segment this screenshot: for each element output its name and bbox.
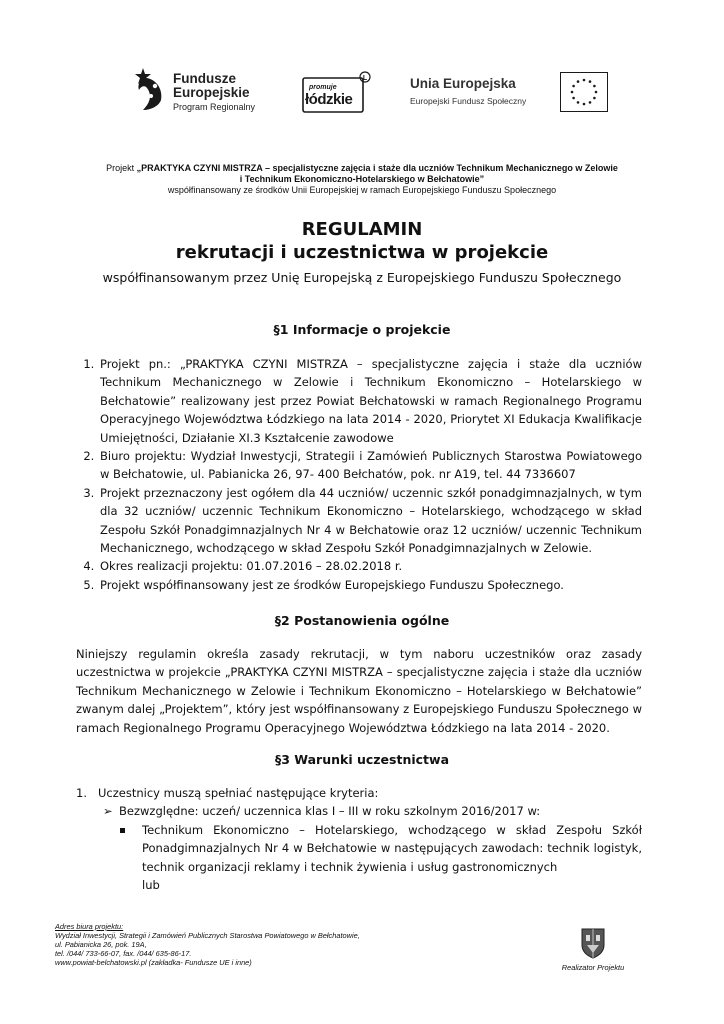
footer-line1: Wydział Inwestycji, Strategii i Zamówień Publicznych Starostwa Powiatowego w Bełchatowie, xyxy=(55,930,360,940)
svg-text:L: L xyxy=(362,75,368,82)
fe-line3: Program Regionalny xyxy=(173,102,256,112)
section3-body xyxy=(76,784,642,894)
arrow-bullet-icon: ➢ xyxy=(103,804,113,819)
project-title-line1: „PRAKTYKA CZYNI MISTRZA – specjalistyczne zajęcia i staże dla uczniów Technikum Mechanicznego w Zelowie xyxy=(136,163,618,173)
document-title: REGULAMIN xyxy=(301,219,423,240)
criteria-sub-item xyxy=(76,802,642,820)
footer-label: Adres biura projektu: xyxy=(55,922,124,931)
project-header xyxy=(40,163,684,196)
footer-address xyxy=(55,923,475,968)
footer-link[interactable]: www.powiat-belchatowski.pl (zakładka- Fundusze UE i inne) xyxy=(55,957,252,967)
section2-body xyxy=(76,645,642,737)
criteria-text: Uczestnicy muszą spełniać następujące kryteria: xyxy=(98,786,379,800)
criteria-number: 1. xyxy=(76,786,87,800)
coat-of-arms-icon xyxy=(580,927,606,959)
section2-paragraph: Niniejszy regulamin określa zasady rekrutacji, w tym naboru uczestników oraz zasady uczestnictwa w projekcie „PRAKTYKA CZYNI MISTRZA – specjalistyczne zajęcia i staże dla uczniów Technikum Mechanicznego w Zelowie i Technikum Ekonomiczno – Hotelarskiego w Bełchatowie” zwanym dalej „Projektem”, który jest współfinansowany z Europejskiego Funduszu Społecznego w ramach Regionalnego Programu Operacyjnego Województwa Łódzkiego na lata 2014 - 2020. xyxy=(76,647,642,735)
fundusze-europejskie-logo xyxy=(133,66,273,118)
square-bullet-icon xyxy=(120,828,125,833)
section2-heading: §2 Postanowienia ogólne xyxy=(274,613,450,628)
list-item: 4. Okres realizacji projektu: 01.07.2016 – 28.02.2018 r. xyxy=(98,557,642,575)
section1-heading: §1 Informacje o projekcie xyxy=(273,322,451,337)
footer-line2: ul. Pabianicka 26, pok. 19A, xyxy=(55,939,147,949)
ue-line2: Europejski Fundusz Społeczny xyxy=(410,96,527,106)
footer-line3: tel. /044/ 733-66-07, fax. /044/ 635-86-17. xyxy=(55,948,192,958)
fe-star-icon xyxy=(133,66,165,112)
ue-line1: Unia Europejska xyxy=(410,76,516,91)
section1-list xyxy=(76,355,642,594)
list-item: 5. Projekt współfinansowany jest ze środków Europejskiego Funduszu Społecznego. xyxy=(98,576,642,594)
project-prefix: Projekt xyxy=(106,163,137,173)
criteria-bullet xyxy=(76,821,642,876)
section1-body xyxy=(76,355,642,594)
lodzkie-small-text: promuje xyxy=(309,84,337,91)
criteria-bullet-text: Technikum Ekonomiczno – Hotelarskiego, wchodzącego w skład Zespołu Szkół Ponadgimnazjalnych Nr 4 w Bełchatowie w następujących zawodach: technik logistyk, technik organizacji reklamy i technik żywienia i usług gastronomicznych xyxy=(142,822,642,874)
criteria-item xyxy=(76,784,642,802)
lodzkie-big-text: łódzkie xyxy=(305,91,353,108)
logo-bar xyxy=(0,60,724,124)
section3-heading: §3 Warunki uczestnictwa xyxy=(274,752,450,767)
project-title-line2: i Technikum Ekonomiczno-Hotelarskiego w Bełchatowie” xyxy=(239,174,485,184)
project-cofinance: współfinansowany ze środków Unii Europejskiej w ramach Europejskiego Funduszu Społecznego xyxy=(167,185,557,195)
document-subtitle: współfinansowanym przez Unię Europejską z Europejskiego Funduszu Społecznego xyxy=(102,270,622,285)
realizator-label: Realizator Projektu xyxy=(561,963,625,972)
document-title-line2: rekrutacji i uczestnictwa w projekcie xyxy=(175,242,549,263)
fe-line1: Fundusze xyxy=(173,71,236,86)
fe-line2: Europejskie xyxy=(173,85,250,100)
criteria-or: lub xyxy=(142,878,160,893)
list-item: 3. Projekt przeznaczony jest ogółem dla 44 uczniów/ uczennic szkół ponadgimnazjalnych, w tym dla 32 uczniów/ uczennic Technikum Ekonomiczno – Hotelarskiego, wchodzącego w skład Zespołu Szkół Ponadgimnazjalnych Nr 4 w Bełchatowie oraz 12 uczniów/ uczennic Technikum Mechanicznego, wchodzącego w skład Zespołu Szkół Ponadgimnazjalnych w Zelowie. xyxy=(98,484,642,558)
list-item: 1. Projekt pn.: „PRAKTYKA CZYNI MISTRZA – specjalistyczne zajęcia i staże dla uczniów Technikum Mechanicznego w Zelowie i Technikum Ekonomiczno – Hotelarskiego w Bełchatowie” realizowany jest przez Powiat Bełchatowski w ramach Regionalnego Programu Operacyjnego Województwa Łódzkiego na lata 2014 - 2020, Priorytet XI Edukacja Kwalifikacje Umiejętności, Działanie XI.3 Kształcenie zawodowe xyxy=(98,355,642,447)
eu-flag-icon xyxy=(560,72,608,112)
unia-europejska-logo xyxy=(410,72,610,116)
list-item: 2. Biuro projektu: Wydział Inwestycji, Strategii i Zamówień Publicznych Starostwa Powiatowego w Bełchatowie, ul. Pabianicka 26, 97- 400 Bełchatów, pok. nr A19, tel. 44 7336607 xyxy=(98,447,642,484)
criteria-sub-text: Bezwzględne: uczeń/ uczennica klas I – III w roku szkolnym 2016/2017 w: xyxy=(119,804,541,819)
promuje-lodzkie-logo xyxy=(302,70,372,114)
